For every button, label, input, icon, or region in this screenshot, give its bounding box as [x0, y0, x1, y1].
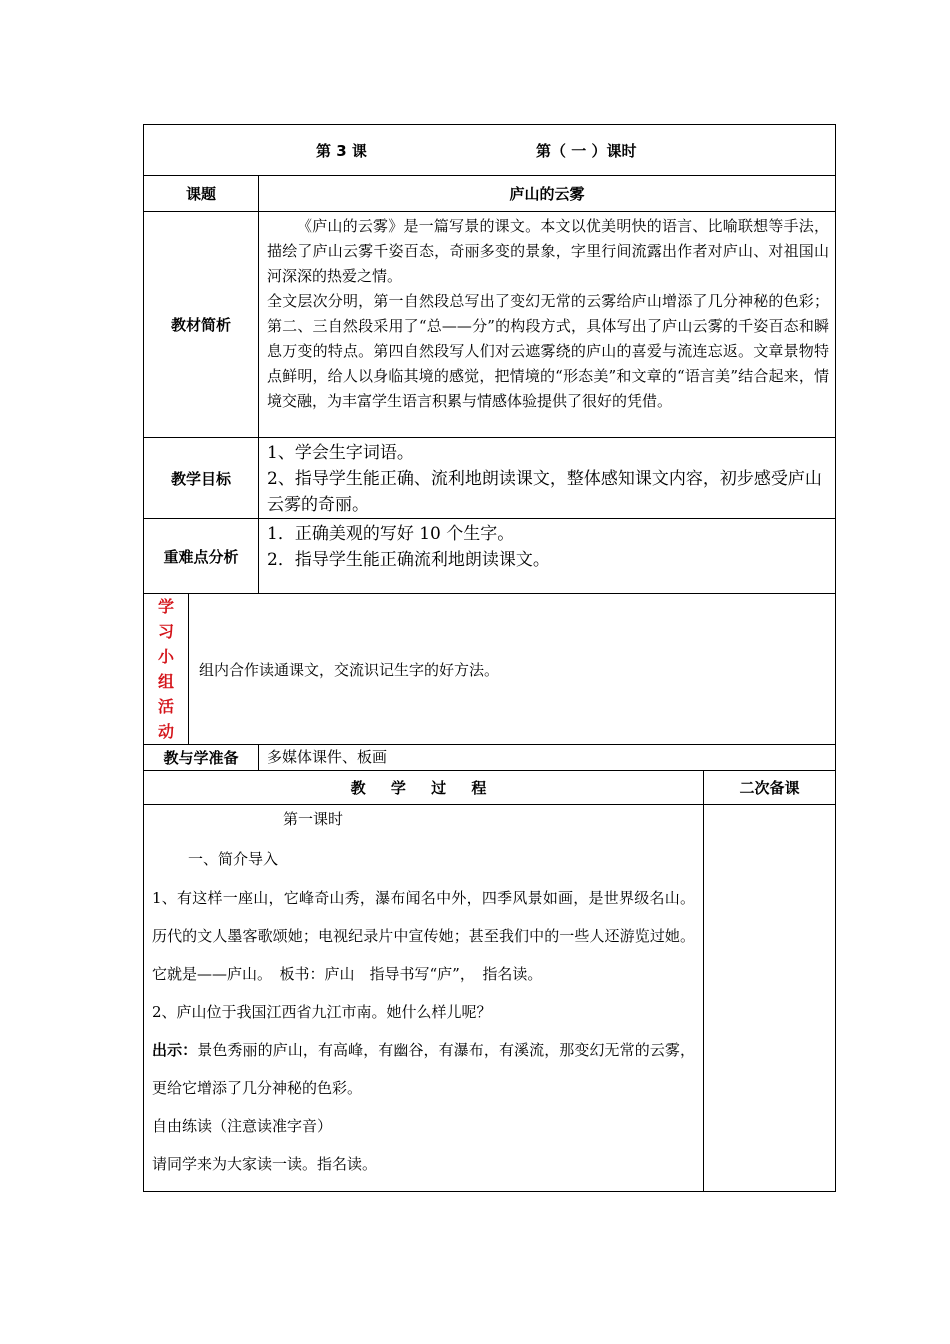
key-points-label: 重难点分析: [144, 519, 259, 594]
goals-row: [144, 438, 836, 519]
process-content: [144, 805, 704, 1192]
group-activity-text: 组内合作读通课文，交流识记生字的好方法。: [189, 594, 836, 745]
goals-label: 教学目标: [144, 438, 259, 519]
analysis-label: 教材简析: [144, 212, 259, 438]
analysis-paragraph-1: 《庐山的云雾》是一篇写景的课文。本文以优美明快的语言、比喻联想等手法，描绘了庐山云雾千姿百态，奇丽多变的景象，字里行间流露出作者对庐山、对祖国山河深深的热爱之情。: [267, 217, 830, 285]
process-paragraph: 1、有这样一座山，它峰奇山秀，瀑布闻名中外，四季风景如画，是世界级名山。历代的文人墨客歌颂她；电视纪录片中宣传她；甚至我们中的一些人还游览过她。它就是——庐山。 板书：庐山 指导书写“庐”， 指名读。: [152, 889, 695, 983]
process-header: 教 学 过 程: [144, 771, 704, 805]
prep-value: 多媒体课件、板画: [259, 745, 836, 771]
process-paragraph: 自由练读（注意读准字音）: [152, 1117, 333, 1135]
goal-item: 1、学会生字词语。: [267, 443, 414, 463]
topic-value: 庐山的云雾: [259, 176, 836, 212]
second-prep-header: 二次备课: [704, 771, 836, 805]
analysis-row: [144, 212, 836, 438]
group-activity-row: [144, 594, 836, 745]
lesson-plan-table: [143, 124, 836, 1192]
lesson-plan: [143, 124, 835, 1192]
topic-label: 课题: [144, 176, 259, 212]
show-label: 出示：: [152, 1041, 198, 1059]
key-points-row: [144, 519, 836, 594]
goal-item: 2、指导学生能正确、流利地朗读课文，整体感知课文内容，初步感受庐山云雾的奇丽。: [267, 469, 822, 515]
topic-row: [144, 176, 836, 212]
analysis-paragraph-2: 全文层次分明，第一自然段总写出了变幻无常的云雾给庐山增添了几分神秘的色彩；第二、三自然段采用了“总——分”的构段方式，具体写出了庐山云雾的千姿百态和瞬息万变的特点。第四自然段写人们对云遮雾绕的庐山的喜爱与流连忘返。文章景物特点鲜明，给人以身临其境的感觉，把情境的“形态美”和文章的“语言美”结合起来，情境交融，为丰富学生语言积累与情感体验提供了很好的凭借。: [267, 292, 830, 410]
prep-label: 教与学准备: [144, 745, 259, 771]
section-heading: 一、简介导入: [188, 850, 279, 868]
lesson-number: 第 3 课: [316, 141, 367, 160]
key-point-item: 1．正确美观的写好 10 个生字。: [267, 524, 515, 544]
key-point-item: 2．指导学生能正确流利地朗读课文。: [267, 550, 550, 570]
show-text: 景色秀丽的庐山，有高峰，有幽谷，有瀑布，有溪流，那变幻无常的云雾，更给它增添了几分神秘的色彩。: [152, 1041, 695, 1097]
process-header-row: [144, 771, 836, 805]
header-row: [144, 125, 836, 176]
second-prep-content: [704, 805, 836, 1192]
lesson-period: 第（ 一 ）课时: [536, 141, 637, 160]
process-paragraph: 请同学来为大家读一读。指名读。: [152, 1155, 378, 1173]
prep-row: [144, 745, 836, 771]
group-activity-label: 学 习 小 组 活 动: [144, 594, 189, 745]
process-paragraph: 2、庐山位于我国江西省九江市南。她什么样儿呢？: [152, 1003, 492, 1021]
process-row: [144, 805, 836, 1192]
period-title: 第一课时: [283, 810, 344, 828]
process-paragraph: [152, 1031, 695, 1107]
